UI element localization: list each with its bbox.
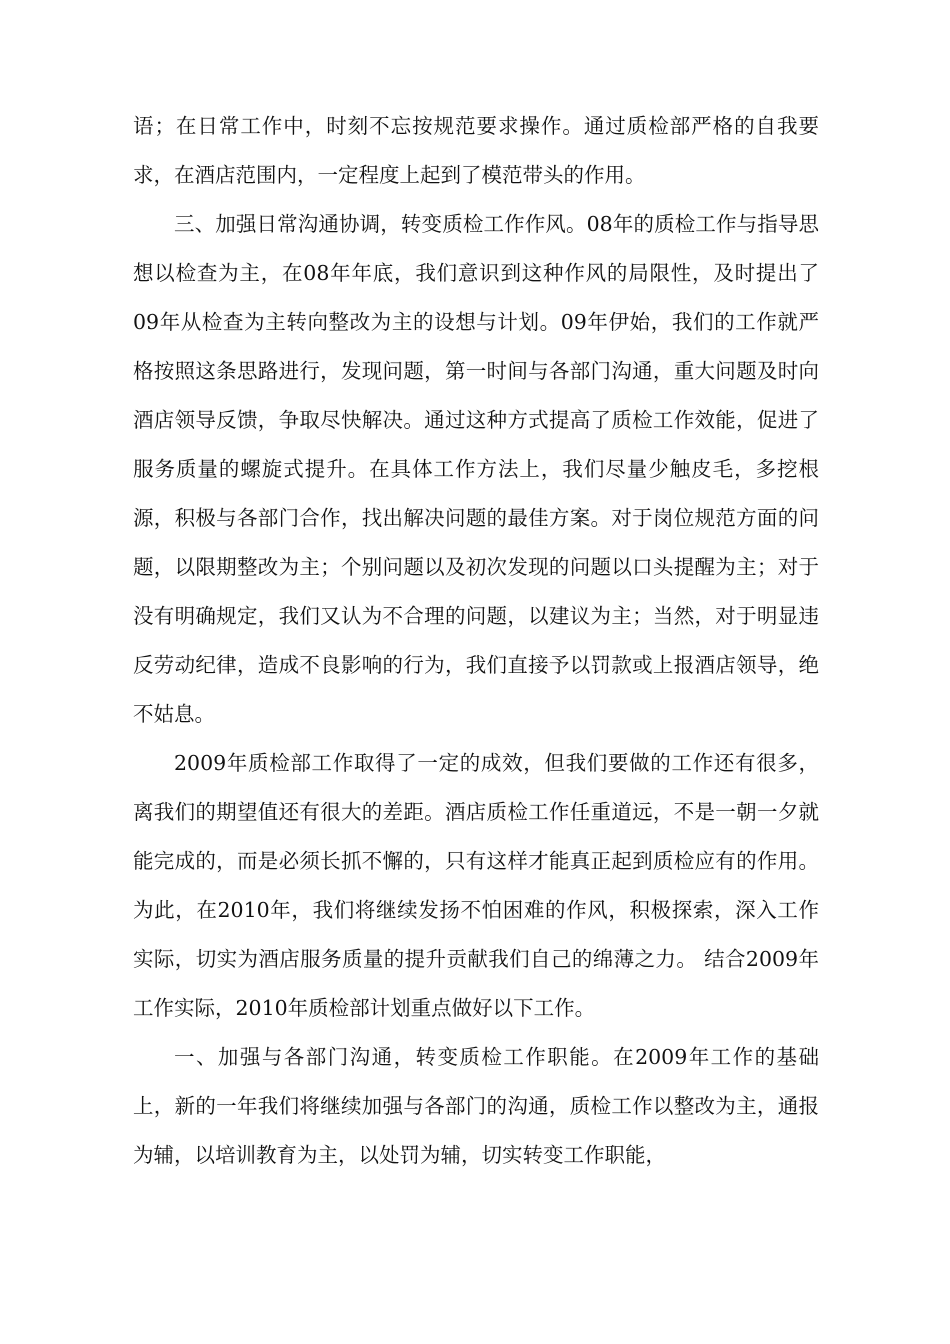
document-body	[133, 102, 819, 1180]
paragraph-summary-2009: 2009年质检部工作取得了一定的成效，但我们要做的工作还有很多，离我们的期望值还有很大的差距。酒店质检工作任重道远，不是一朝一夕就能完成的，而是必须长抓不懈的，只有这样才能真正起到质检应有的作用。为此，在2010年，我们将继续发扬不怕困难的作风，积极探索，深入工作实际，切实为酒店服务质量的提升贡献我们自己的绵薄之力。 结合2009年工作实际，2010年质检部计划重点做好以下工作。	[133, 751, 819, 1020]
paragraph-continuation: 语；在日常工作中，时刻不忘按规范要求操作。通过质检部严格的自我要求，在酒店范围内，一定程度上起到了模范带头的作用。	[133, 114, 819, 187]
paragraph-plan-item-one: 一、加强与各部门沟通，转变质检工作职能。在2009年工作的基础上，新的一年我们将继续加强与各部门的沟通，质检工作以整改为主，通报为辅，以培训教育为主，以处罚为辅，切实转变工作职能，	[133, 1045, 819, 1167]
paragraph-section-three: 三、加强日常沟通协调，转变质检工作作风。08年的质检工作与指导思想以检查为主，在08年年底，我们意识到这种作风的局限性，及时提出了09年从检查为主转向整改为主的设想与计划。09年伊始，我们的工作就严格按照这条思路进行，发现问题，第一时间与各部门沟通，重大问题及时向酒店领导反馈，争取尽快解决。通过这种方式提高了质检工作效能，促进了服务质量的螺旋式提升。在具体工作方法上，我们尽量少触皮毛，多挖根源，积极与各部门合作，找出解决问题的最佳方案。对于岗位规范方面的问题，以限期整改为主；个别问题以及初次发现的问题以口头提醒为主；对于没有明确规定，我们又认为不合理的问题，以建议为主；当然，对于明显违反劳动纪律，造成不良影响的行为，我们直接予以罚款或上报酒店领导，绝不姑息。	[133, 212, 819, 726]
